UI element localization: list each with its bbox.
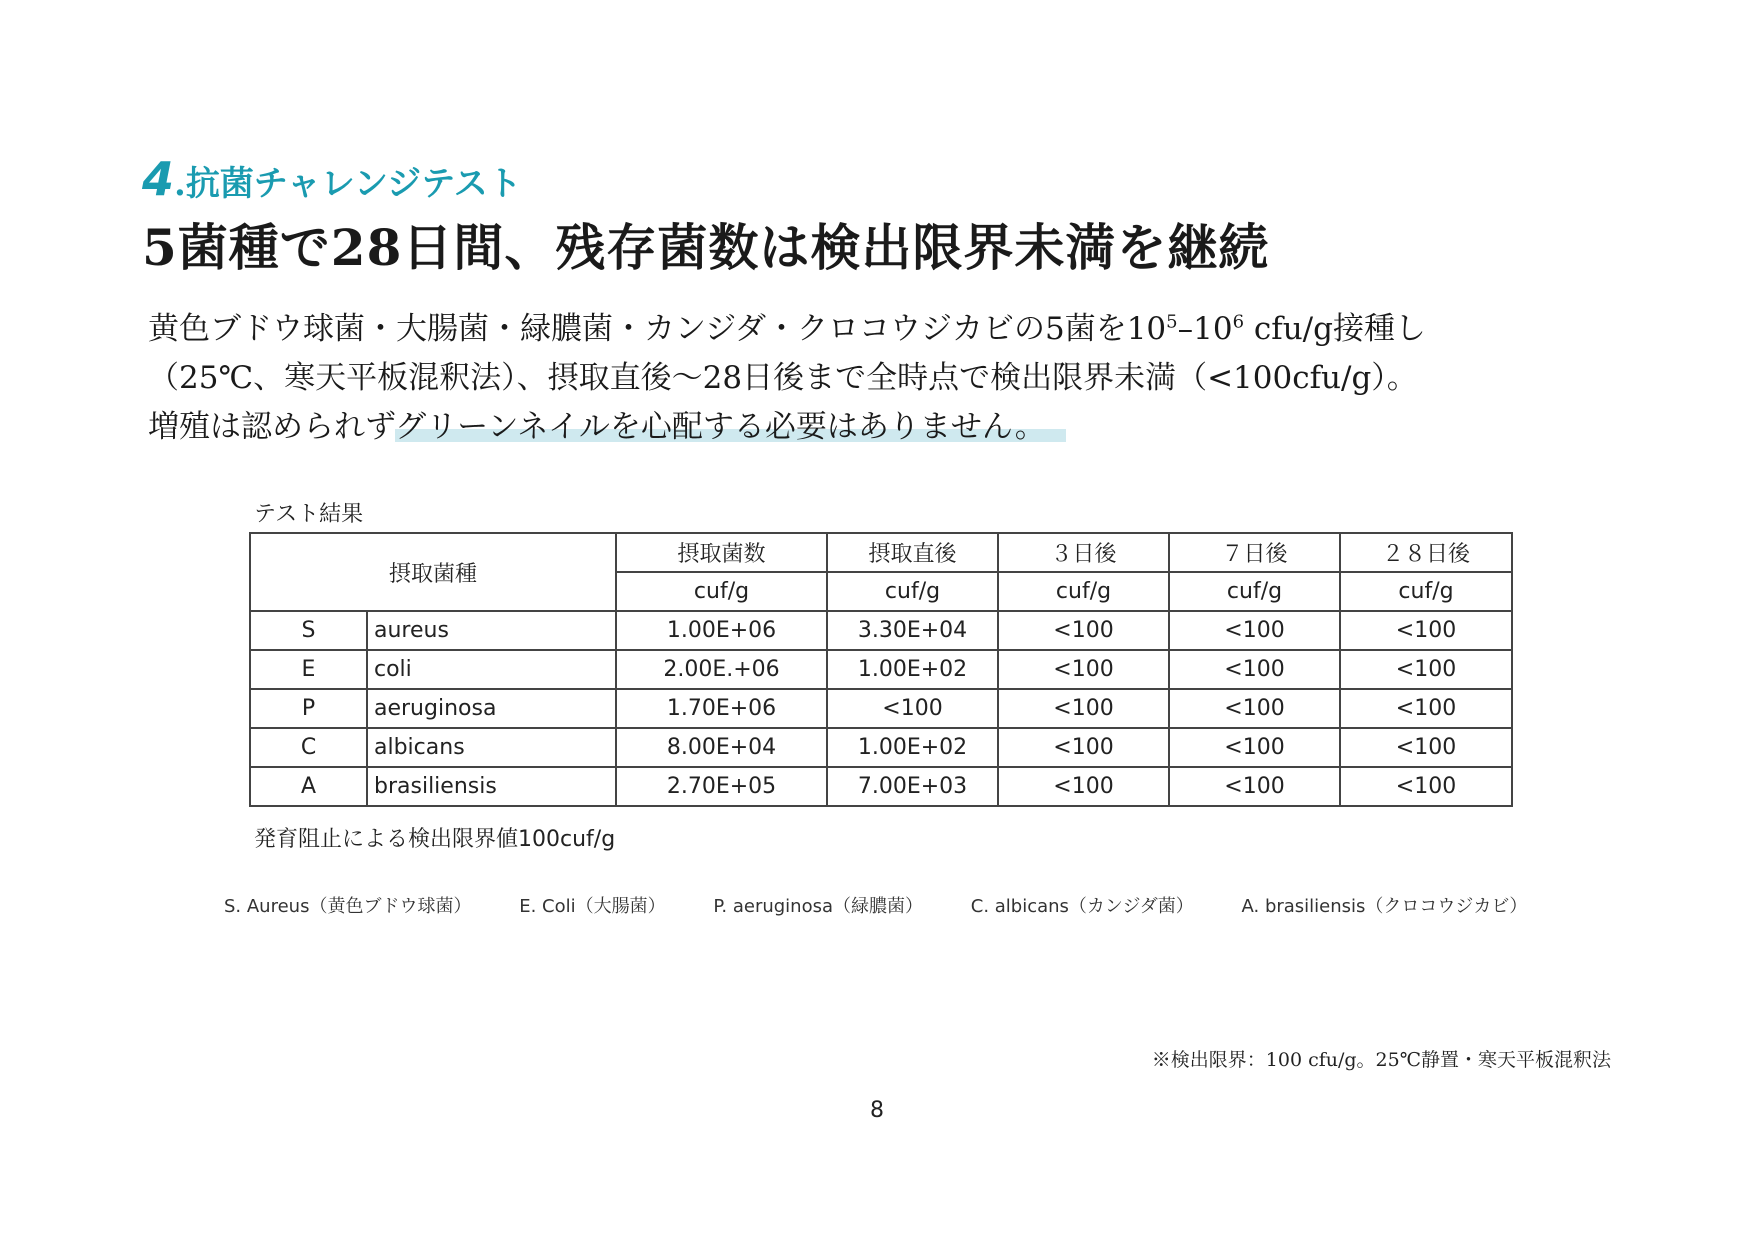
table-row [250, 650, 1512, 689]
exponent-6: 6 [1232, 311, 1245, 333]
header-col-3: ７日後 [1169, 533, 1340, 572]
row-value: 2.70E+05 [616, 767, 827, 806]
unit-cell: cuf/g [998, 572, 1169, 611]
row-value: <100 [998, 728, 1169, 767]
body-line-1-b: –10 [1177, 311, 1233, 347]
section-number: 4 [142, 152, 175, 206]
row-value: 1.00E+02 [827, 650, 998, 689]
legend-item: A. brasiliensis（クロコウジカビ） [1241, 896, 1528, 917]
header-row [250, 533, 1512, 572]
row-value: <100 [998, 767, 1169, 806]
table-row [250, 689, 1512, 728]
row-name: aeruginosa [367, 689, 616, 728]
row-name: albicans [367, 728, 616, 767]
unit-cell: cuf/g [827, 572, 998, 611]
row-value: <100 [1340, 767, 1512, 806]
body-line-1-c: cfu/g接種し [1244, 311, 1426, 347]
row-value: <100 [827, 689, 998, 728]
row-value: <100 [998, 611, 1169, 650]
exponent-5: 5 [1166, 311, 1178, 333]
section-title: .抗菌チャレンジテスト [174, 164, 522, 204]
table-caption: テスト結果 [254, 502, 364, 527]
page-number: 8 [870, 1098, 884, 1123]
row-value: 8.00E+04 [616, 728, 827, 767]
body-paragraph [148, 305, 1628, 452]
header-col-1: 摂取直後 [827, 533, 998, 572]
table-row [250, 767, 1512, 806]
row-name: coli [367, 650, 616, 689]
unit-cell: cuf/g [1169, 572, 1340, 611]
row-value: <100 [1169, 611, 1340, 650]
row-value: <100 [998, 689, 1169, 728]
row-value: <100 [1340, 728, 1512, 767]
row-value: <100 [998, 650, 1169, 689]
row-code: S [250, 611, 367, 650]
legend-item: C. albicans（カンジダ菌） [970, 896, 1194, 917]
footnote: ※検出限界：100 cfu/g。25℃静置・寒天平板混釈法 [1151, 1049, 1611, 1071]
row-code: C [250, 728, 367, 767]
row-value: 1.00E+02 [827, 728, 998, 767]
unit-cell: cuf/g [616, 572, 827, 611]
highlighted-text: グリーンネイルを心配する必要はありません。 [395, 409, 1066, 445]
row-code: E [250, 650, 367, 689]
page-headline: 5菌種で28日間、残存菌数は検出限界未満を継続 [142, 218, 1270, 277]
row-value: 3.30E+04 [827, 611, 998, 650]
row-code: A [250, 767, 367, 806]
table-row [250, 611, 1512, 650]
body-line-3 [148, 403, 1628, 452]
body-line-1 [148, 305, 1628, 354]
row-name: brasiliensis [367, 767, 616, 806]
results-table [249, 532, 1513, 807]
header-species: 摂取菌種 [250, 533, 616, 611]
row-value: 1.70E+06 [616, 689, 827, 728]
header-col-2: ３日後 [998, 533, 1169, 572]
row-value: <100 [1169, 767, 1340, 806]
row-value: <100 [1169, 689, 1340, 728]
row-value: <100 [1340, 689, 1512, 728]
row-value: <100 [1340, 611, 1512, 650]
row-value: <100 [1340, 650, 1512, 689]
legend-item: E. Coli（大腸菌） [519, 896, 666, 917]
body-line-2: （25℃、寒天平板混釈法）、摂取直後〜28日後まで全時点で検出限界未満（<100cfu/g）。 [148, 360, 1418, 396]
body-line-1-a: 黄色ブドウ球菌・大腸菌・緑膿菌・カンジダ・クロコウジカビの5菌を10 [148, 311, 1167, 347]
row-value: <100 [1169, 728, 1340, 767]
body-line-3-a: 増殖は認められず [148, 409, 396, 445]
table-note: 発育阻止による検出限界値100cuf/g [254, 827, 616, 852]
row-value: 2.00E.+06 [616, 650, 827, 689]
header-col-0: 摂取菌数 [616, 533, 827, 572]
table-row [250, 728, 1512, 767]
species-legend [224, 892, 1569, 918]
header-col-4: ２８日後 [1340, 533, 1512, 572]
row-value: <100 [1169, 650, 1340, 689]
row-code: P [250, 689, 367, 728]
section-label [142, 152, 522, 206]
unit-cell: cuf/g [1340, 572, 1512, 611]
legend-item: S. Aureus（黄色ブドウ球菌） [224, 896, 472, 917]
legend-item: P. aeruginosa（緑膿菌） [713, 896, 924, 917]
row-name: aureus [367, 611, 616, 650]
row-value: 7.00E+03 [827, 767, 998, 806]
row-value: 1.00E+06 [616, 611, 827, 650]
